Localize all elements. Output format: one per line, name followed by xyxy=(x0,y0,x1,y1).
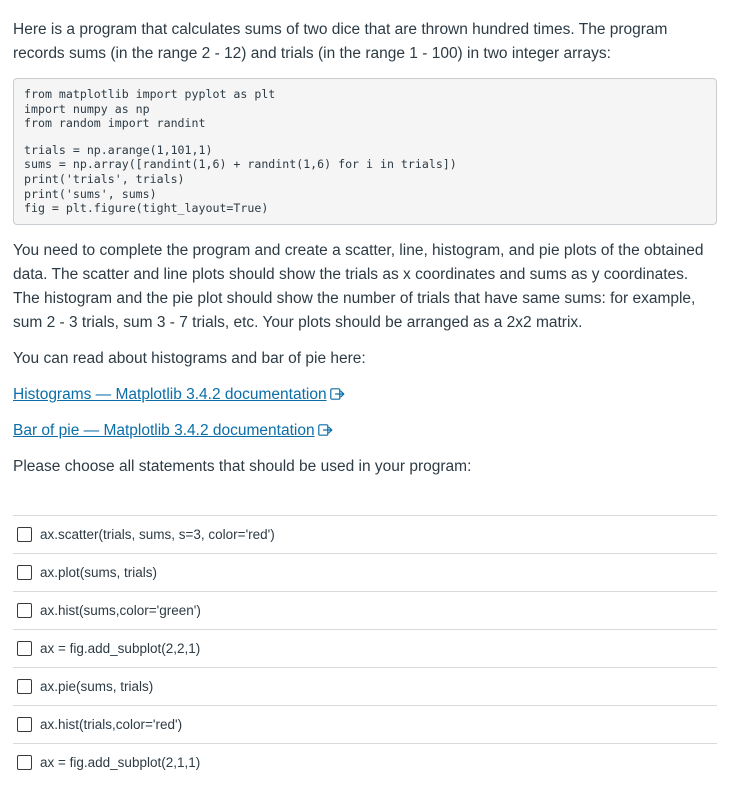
link-row-bar-of-pie xyxy=(13,419,717,443)
answer-option[interactable] xyxy=(13,516,717,554)
answer-label: ax.pie(sums, trials) xyxy=(40,678,154,694)
answer-checkbox[interactable] xyxy=(17,603,32,618)
answer-checkbox[interactable] xyxy=(17,527,32,542)
code-line: import numpy as np xyxy=(24,101,150,116)
answer-label: ax = fig.add_subplot(2,1,1) xyxy=(40,754,201,770)
answer-list xyxy=(13,515,717,781)
answer-checkbox[interactable] xyxy=(17,755,32,770)
instructions-text: You need to complete the program and create a scatter, line, histogram, and pie plots of the obtained data. The scatter and line plots should show the trials as x coordinates and sums as y coordinates. The histogram and the pie plot should show the number of trials that have same sums: for example, sum 2 - 3 trials, sum 3 - 7 trials, etc. Your plots should be arranged as a 2x2 matrix. xyxy=(13,241,704,331)
answer-label: ax.hist(trials,color='red') xyxy=(40,716,183,732)
answer-option[interactable] xyxy=(13,554,717,592)
code-line: trials = np.arange(1,101,1) xyxy=(24,142,213,157)
code-block xyxy=(13,78,717,225)
answer-checkbox[interactable] xyxy=(17,565,32,580)
histograms-doc-link[interactable]: Histograms — Matplotlib 3.4.2 documentation xyxy=(13,385,327,403)
answer-option[interactable] xyxy=(13,592,717,630)
answer-label: ax.scatter(trials, sums, s=3, color='red') xyxy=(40,526,275,542)
answer-label: ax.plot(sums, trials) xyxy=(40,564,158,580)
answer-option[interactable] xyxy=(13,630,717,668)
external-link-icon xyxy=(330,388,346,400)
answer-option[interactable] xyxy=(13,668,717,706)
read-more-text: You can read about histograms and bar of pie here: xyxy=(13,349,366,367)
answer-checkbox[interactable] xyxy=(17,679,32,694)
code-line: fig = plt.figure(tight_layout=True) xyxy=(24,201,269,216)
code-line: from matplotlib import pyplot as plt xyxy=(24,87,276,101)
code-line: print('sums', sums) xyxy=(24,186,157,201)
answer-option[interactable] xyxy=(13,744,717,781)
answer-checkbox[interactable] xyxy=(17,641,32,656)
code-line: sums = np.array([randint(1,6) + randint(1,6) for i in trials]) xyxy=(24,157,457,172)
answer-label: ax = fig.add_subplot(2,2,1) xyxy=(40,640,201,656)
intro-text: Here is a program that calculates sums of two dice that are thrown hundred times. The program records sums (in the range 2 - 12) and trials (in the range 1 - 100) in two integer arrays: xyxy=(13,21,668,62)
prompt-text: Please choose all statements that should be used in your program: xyxy=(13,457,472,475)
code-line: from random import randint xyxy=(24,116,206,131)
answer-label: ax.hist(sums,color='green') xyxy=(40,602,201,618)
code-line: print('trials', trials) xyxy=(24,171,185,186)
external-link-icon xyxy=(318,424,334,436)
answer-checkbox[interactable] xyxy=(17,717,32,732)
link-row-histograms xyxy=(13,383,717,407)
bar-of-pie-doc-link[interactable]: Bar of pie — Matplotlib 3.4.2 documentation xyxy=(13,421,315,439)
answer-option[interactable] xyxy=(13,706,717,744)
